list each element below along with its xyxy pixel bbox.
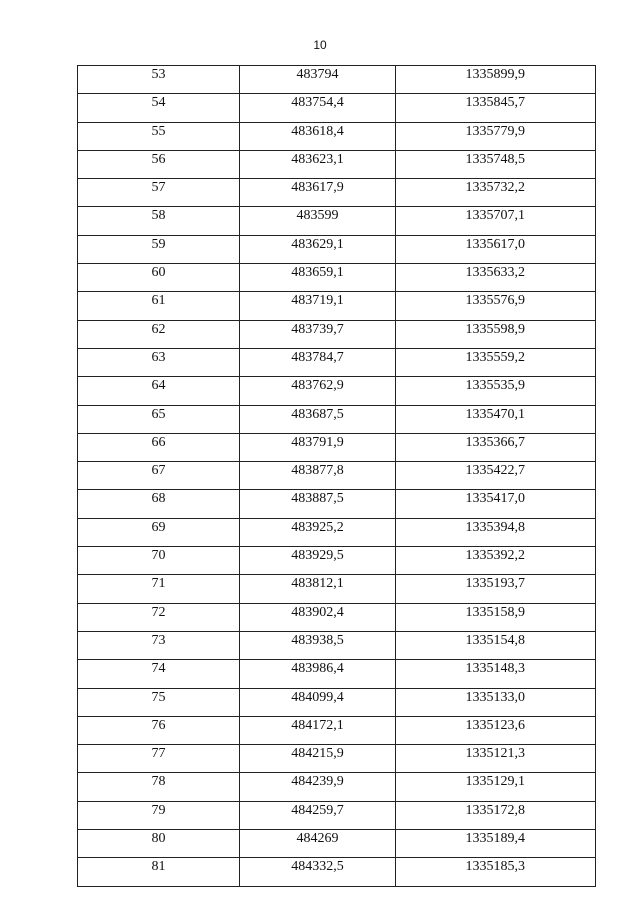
point-number-cell: 76: [78, 716, 240, 744]
y-coordinate-cell: 1335470,1: [396, 405, 596, 433]
table-row: [78, 660, 596, 688]
x-coordinate-cell: 483623,1: [240, 150, 396, 178]
y-coordinate-cell: 1335394,8: [396, 518, 596, 546]
y-coordinate-cell: 1335129,1: [396, 773, 596, 801]
y-coordinate-cell: 1335633,2: [396, 264, 596, 292]
x-coordinate-cell: 483754,4: [240, 94, 396, 122]
point-number-cell: 68: [78, 490, 240, 518]
table-row: [78, 603, 596, 631]
x-coordinate-cell: 484239,9: [240, 773, 396, 801]
table-row: [78, 462, 596, 490]
x-coordinate-cell: 483877,8: [240, 462, 396, 490]
point-number-cell: 77: [78, 745, 240, 773]
y-coordinate-cell: 1335185,3: [396, 858, 596, 886]
table-row: [78, 264, 596, 292]
point-number-cell: 67: [78, 462, 240, 490]
point-number-cell: 65: [78, 405, 240, 433]
table-row: [78, 94, 596, 122]
x-coordinate-cell: 483599: [240, 207, 396, 235]
table-row: [78, 405, 596, 433]
y-coordinate-cell: 1335845,7: [396, 94, 596, 122]
x-coordinate-cell: 483719,1: [240, 292, 396, 320]
point-number-cell: 57: [78, 179, 240, 207]
x-coordinate-cell: 483929,5: [240, 547, 396, 575]
y-coordinate-cell: 1335148,3: [396, 660, 596, 688]
x-coordinate-cell: 483812,1: [240, 575, 396, 603]
x-coordinate-cell: 483762,9: [240, 377, 396, 405]
point-number-cell: 70: [78, 547, 240, 575]
table-row: [78, 292, 596, 320]
y-coordinate-cell: 1335366,7: [396, 433, 596, 461]
coordinates-table-body: [78, 66, 596, 887]
x-coordinate-cell: 483925,2: [240, 518, 396, 546]
table-row: [78, 66, 596, 94]
table-row: [78, 575, 596, 603]
table-row: [78, 433, 596, 461]
y-coordinate-cell: 1335748,5: [396, 150, 596, 178]
point-number-cell: 69: [78, 518, 240, 546]
x-coordinate-cell: 484215,9: [240, 745, 396, 773]
y-coordinate-cell: 1335559,2: [396, 348, 596, 376]
table-row: [78, 547, 596, 575]
x-coordinate-cell: 483659,1: [240, 264, 396, 292]
y-coordinate-cell: 1335732,2: [396, 179, 596, 207]
table-row: [78, 801, 596, 829]
y-coordinate-cell: 1335417,0: [396, 490, 596, 518]
y-coordinate-cell: 1335779,9: [396, 122, 596, 150]
page-number: 10: [313, 38, 327, 52]
point-number-cell: 79: [78, 801, 240, 829]
x-coordinate-cell: 483739,7: [240, 320, 396, 348]
y-coordinate-cell: 1335535,9: [396, 377, 596, 405]
y-coordinate-cell: 1335707,1: [396, 207, 596, 235]
y-coordinate-cell: 1335172,8: [396, 801, 596, 829]
point-number-cell: 56: [78, 150, 240, 178]
point-number-cell: 55: [78, 122, 240, 150]
y-coordinate-cell: 1335123,6: [396, 716, 596, 744]
table-row: [78, 377, 596, 405]
y-coordinate-cell: 1335193,7: [396, 575, 596, 603]
x-coordinate-cell: 483938,5: [240, 631, 396, 659]
table-row: [78, 348, 596, 376]
y-coordinate-cell: 1335392,2: [396, 547, 596, 575]
table-row: [78, 490, 596, 518]
point-number-cell: 78: [78, 773, 240, 801]
point-number-cell: 72: [78, 603, 240, 631]
y-coordinate-cell: 1335617,0: [396, 235, 596, 263]
x-coordinate-cell: 484099,4: [240, 688, 396, 716]
point-number-cell: 64: [78, 377, 240, 405]
coordinates-table: [77, 65, 596, 887]
point-number-cell: 62: [78, 320, 240, 348]
table-row: [78, 688, 596, 716]
x-coordinate-cell: 483618,4: [240, 122, 396, 150]
x-coordinate-cell: 484269: [240, 830, 396, 858]
y-coordinate-cell: 1335189,4: [396, 830, 596, 858]
x-coordinate-cell: 483986,4: [240, 660, 396, 688]
table-row: [78, 773, 596, 801]
x-coordinate-cell: 483902,4: [240, 603, 396, 631]
table-row: [78, 631, 596, 659]
table-row: [78, 235, 596, 263]
point-number-cell: 59: [78, 235, 240, 263]
x-coordinate-cell: 483791,9: [240, 433, 396, 461]
point-number-cell: 63: [78, 348, 240, 376]
point-number-cell: 60: [78, 264, 240, 292]
table-row: [78, 122, 596, 150]
point-number-cell: 73: [78, 631, 240, 659]
table-row: [78, 207, 596, 235]
point-number-cell: 58: [78, 207, 240, 235]
y-coordinate-cell: 1335133,0: [396, 688, 596, 716]
x-coordinate-cell: 483784,7: [240, 348, 396, 376]
point-number-cell: 71: [78, 575, 240, 603]
table-row: [78, 830, 596, 858]
y-coordinate-cell: 1335158,9: [396, 603, 596, 631]
x-coordinate-cell: 484332,5: [240, 858, 396, 886]
table-row: [78, 150, 596, 178]
table-row: [78, 716, 596, 744]
point-number-cell: 61: [78, 292, 240, 320]
y-coordinate-cell: 1335598,9: [396, 320, 596, 348]
point-number-cell: 80: [78, 830, 240, 858]
table-row: [78, 518, 596, 546]
y-coordinate-cell: 1335422,7: [396, 462, 596, 490]
point-number-cell: 74: [78, 660, 240, 688]
point-number-cell: 66: [78, 433, 240, 461]
point-number-cell: 53: [78, 66, 240, 94]
x-coordinate-cell: 483617,9: [240, 179, 396, 207]
table-row: [78, 745, 596, 773]
table-row: [78, 858, 596, 886]
x-coordinate-cell: 484259,7: [240, 801, 396, 829]
y-coordinate-cell: 1335576,9: [396, 292, 596, 320]
point-number-cell: 81: [78, 858, 240, 886]
x-coordinate-cell: 483687,5: [240, 405, 396, 433]
y-coordinate-cell: 1335121,3: [396, 745, 596, 773]
x-coordinate-cell: 484172,1: [240, 716, 396, 744]
point-number-cell: 75: [78, 688, 240, 716]
table-row: [78, 320, 596, 348]
point-number-cell: 54: [78, 94, 240, 122]
x-coordinate-cell: 483794: [240, 66, 396, 94]
table-row: [78, 179, 596, 207]
y-coordinate-cell: 1335899,9: [396, 66, 596, 94]
y-coordinate-cell: 1335154,8: [396, 631, 596, 659]
x-coordinate-cell: 483887,5: [240, 490, 396, 518]
x-coordinate-cell: 483629,1: [240, 235, 396, 263]
